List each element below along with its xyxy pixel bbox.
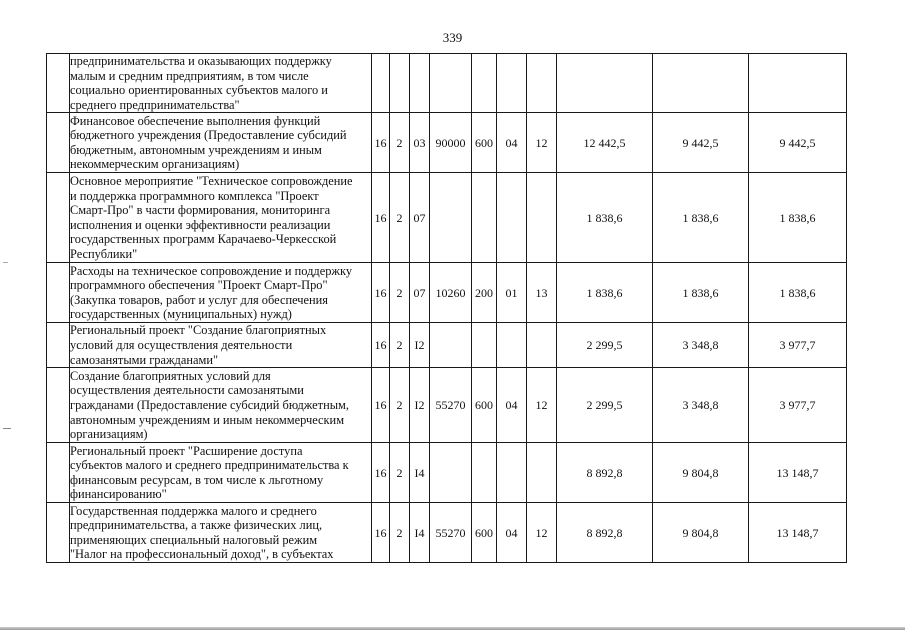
description-line: государственных программ Карачаево-Черкесской: [70, 232, 337, 247]
code-cell-c5: 200: [472, 263, 497, 323]
description-line: Основное мероприятие "Техническое сопровождение: [70, 174, 353, 189]
scan-artifact: [3, 262, 8, 263]
table-row: [47, 368, 847, 443]
description-line: субъектов малого и среднего предпринимательства к: [70, 458, 349, 473]
amount-cell-v2: 1 838,6: [653, 263, 749, 323]
code-cell-c6: [497, 323, 527, 368]
code-cell-c1: [372, 54, 390, 113]
page-bottom-edge: [0, 627, 905, 630]
amount-cell-v2: [653, 54, 749, 113]
description-cell: [70, 173, 372, 263]
table-row: [47, 263, 847, 323]
row-number-cell: [47, 173, 70, 263]
table-row: [47, 443, 847, 503]
code-cell-c7: [527, 54, 557, 113]
code-cell-c1: 16: [372, 503, 390, 563]
description-line: малым и средним предприятиям, в том числе: [70, 68, 309, 83]
description-line: "Налог на профессиональный доход", в субъектах: [70, 547, 334, 562]
description-line: применяющих специальный налоговый режим: [70, 532, 318, 547]
description-line: организациям): [70, 427, 148, 442]
description-cell: [70, 368, 372, 443]
amount-cell-v2: 9 804,8: [653, 503, 749, 563]
row-number-cell: [47, 323, 70, 368]
description-line: и поддержка программного комплекса "Проект: [70, 188, 319, 203]
description-line: бюджетного учреждения (Предоставление субсидий: [70, 128, 347, 143]
code-cell-c5: [472, 54, 497, 113]
description-line: условий для осуществления деятельности: [70, 338, 293, 353]
amount-cell-v1: 2 299,5: [557, 368, 653, 443]
amount-cell-v1: 8 892,8: [557, 503, 653, 563]
code-cell-c2: 2: [390, 323, 410, 368]
code-cell-c7: [527, 323, 557, 368]
description-line: осуществления деятельности самозанятыми: [70, 383, 304, 398]
description-line: Региональный проект "Создание благоприятных: [70, 323, 327, 338]
code-cell-c3: I2: [410, 323, 430, 368]
description-line: предпринимательства, а также физических лиц,: [70, 518, 323, 533]
code-cell-c1: 16: [372, 368, 390, 443]
description-line: Создание благоприятных условий для: [70, 368, 271, 383]
code-cell-c2: 2: [390, 503, 410, 563]
code-cell-c4: 90000: [430, 113, 472, 173]
code-cell-c7: [527, 173, 557, 263]
amount-cell-v3: 3 977,7: [749, 323, 847, 368]
amount-cell-v2: 3 348,8: [653, 368, 749, 443]
code-cell-c1: 16: [372, 113, 390, 173]
code-cell-c6: [497, 173, 527, 263]
amount-cell-v1: 2 299,5: [557, 323, 653, 368]
description-line: социально ориентированных субъектов малого и: [70, 83, 328, 98]
amount-cell-v3: 9 442,5: [749, 113, 847, 173]
code-cell-c2: 2: [390, 368, 410, 443]
code-cell-c5: [472, 443, 497, 503]
amount-cell-v3: [749, 54, 847, 113]
description-line: Финансовое обеспечение выполнения функций: [70, 113, 321, 128]
amount-cell-v3: 1 838,6: [749, 173, 847, 263]
code-cell-c6: 04: [497, 113, 527, 173]
description-line: некоммерческим организациям): [70, 157, 240, 172]
description-cell: [70, 503, 372, 563]
code-cell-c3: 07: [410, 173, 430, 263]
amount-cell-v3: 13 148,7: [749, 503, 847, 563]
code-cell-c5: 600: [472, 503, 497, 563]
table-row: [47, 503, 847, 563]
code-cell-c5: [472, 173, 497, 263]
table-row: [47, 54, 847, 113]
description-cell: [70, 443, 372, 503]
budget-table: [46, 53, 847, 563]
description-cell: [70, 323, 372, 368]
description-line: Смарт-Про" в части формирования, мониторинга: [70, 203, 331, 218]
table-row: [47, 323, 847, 368]
amount-cell-v3: 1 838,6: [749, 263, 847, 323]
description-cell: [70, 113, 372, 173]
code-cell-c1: 16: [372, 443, 390, 503]
amount-cell-v1: [557, 54, 653, 113]
code-cell-c6: [497, 443, 527, 503]
row-number-cell: [47, 443, 70, 503]
description-line: предпринимательства и оказывающих поддержку: [70, 54, 332, 68]
description-line: Государственная поддержка малого и среднего: [70, 503, 317, 518]
row-number-cell: [47, 54, 70, 113]
amount-cell-v3: 13 148,7: [749, 443, 847, 503]
code-cell-c3: I4: [410, 443, 430, 503]
code-cell-c7: 12: [527, 503, 557, 563]
code-cell-c3: I4: [410, 503, 430, 563]
description-line: автономным учреждениям и иным некоммерческим: [70, 412, 345, 427]
code-cell-c7: 12: [527, 113, 557, 173]
code-cell-c3: 03: [410, 113, 430, 173]
code-cell-c7: 13: [527, 263, 557, 323]
code-cell-c2: 2: [390, 113, 410, 173]
code-cell-c5: 600: [472, 113, 497, 173]
table-row: [47, 173, 847, 263]
code-cell-c4: [430, 173, 472, 263]
amount-cell-v1: 8 892,8: [557, 443, 653, 503]
amount-cell-v1: 12 442,5: [557, 113, 653, 173]
amount-cell-v1: 1 838,6: [557, 263, 653, 323]
description-line: программного обеспечения "Проект Смарт-Про": [70, 278, 328, 293]
code-cell-c7: 12: [527, 368, 557, 443]
code-cell-c3: I2: [410, 368, 430, 443]
code-cell-c2: 2: [390, 263, 410, 323]
code-cell-c7: [527, 443, 557, 503]
description-line: (Закупка товаров, работ и услуг для обеспечения: [70, 292, 328, 307]
description-line: бюджетным, автономным учреждениям и иным: [70, 142, 322, 157]
code-cell-c1: 16: [372, 323, 390, 368]
code-cell-c5: 600: [472, 368, 497, 443]
code-cell-c2: [390, 54, 410, 113]
row-number-cell: [47, 368, 70, 443]
code-cell-c4: 55270: [430, 368, 472, 443]
description-cell: [70, 54, 372, 113]
code-cell-c5: [472, 323, 497, 368]
code-cell-c2: 2: [390, 443, 410, 503]
description-line: государственных (муниципальных) нужд): [70, 307, 292, 322]
row-number-cell: [47, 113, 70, 173]
description-line: исполнения и оценки эффективности реализации: [70, 217, 331, 232]
scan-artifact: [3, 428, 11, 429]
description-line: Расходы на техническое сопровождение и поддержку: [70, 263, 353, 278]
amount-cell-v2: 1 838,6: [653, 173, 749, 263]
description-line: среднего предпринимательства": [70, 97, 240, 112]
code-cell-c4: [430, 54, 472, 113]
description-line: гражданами (Предоставление субсидий бюджетным,: [70, 398, 349, 413]
code-cell-c6: 04: [497, 503, 527, 563]
amount-cell-v1: 1 838,6: [557, 173, 653, 263]
amount-cell-v2: 9 442,5: [653, 113, 749, 173]
table-row: [47, 113, 847, 173]
amount-cell-v3: 3 977,7: [749, 368, 847, 443]
code-cell-c3: 07: [410, 263, 430, 323]
code-cell-c1: 16: [372, 173, 390, 263]
code-cell-c4: 10260: [430, 263, 472, 323]
code-cell-c2: 2: [390, 173, 410, 263]
page-number: 339: [442, 30, 463, 45]
code-cell-c3: [410, 54, 430, 113]
description-line: Республики": [70, 247, 138, 262]
row-number-cell: [47, 263, 70, 323]
code-cell-c1: 16: [372, 263, 390, 323]
description-line: Региональный проект "Расширение доступа: [70, 443, 303, 458]
description-line: самозанятыми гражданами": [70, 352, 219, 367]
amount-cell-v2: 3 348,8: [653, 323, 749, 368]
description-line: финансовым ресурсам, в том числе к льготному: [70, 472, 324, 487]
code-cell-c4: [430, 443, 472, 503]
amount-cell-v2: 9 804,8: [653, 443, 749, 503]
code-cell-c6: 04: [497, 368, 527, 443]
code-cell-c4: 55270: [430, 503, 472, 563]
code-cell-c4: [430, 323, 472, 368]
description-cell: [70, 263, 372, 323]
code-cell-c6: 01: [497, 263, 527, 323]
description-line: финансированию": [70, 487, 167, 502]
row-number-cell: [47, 503, 70, 563]
code-cell-c6: [497, 54, 527, 113]
